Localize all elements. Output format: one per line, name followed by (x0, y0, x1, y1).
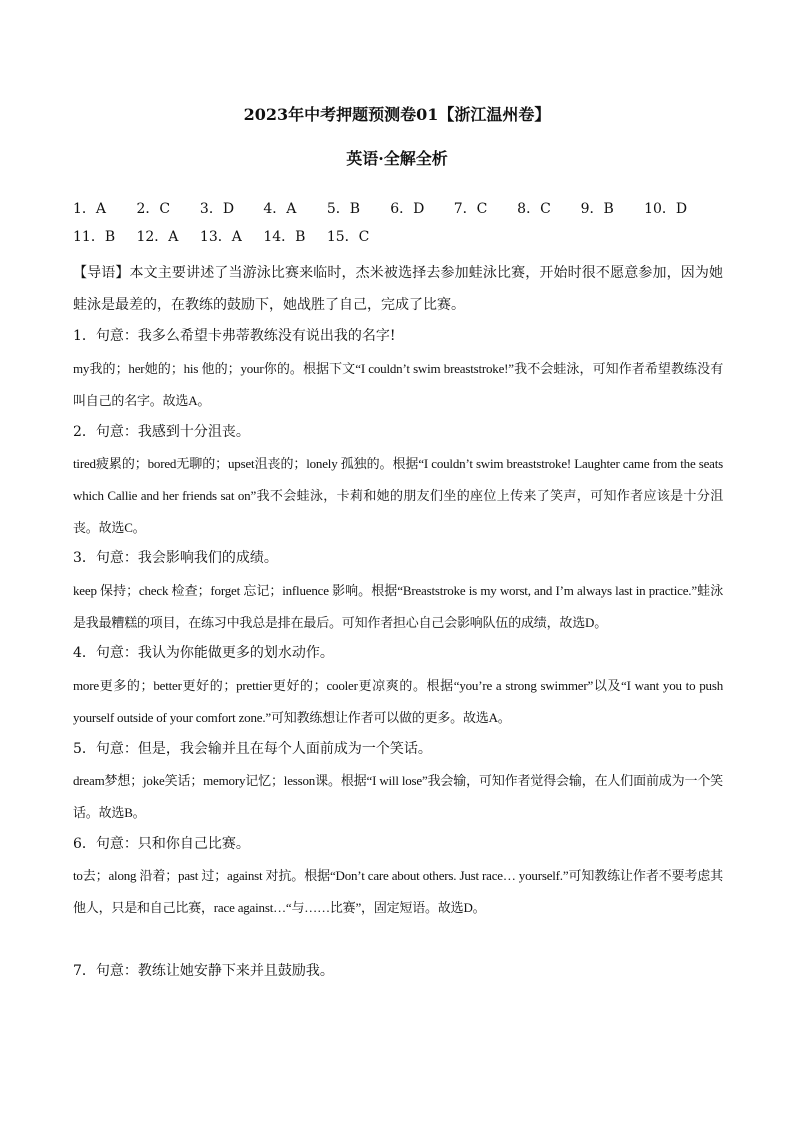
answer-item: 5．B (326, 201, 361, 217)
intro-paragraph: 【导语】本文主要讲述了当游泳比赛来临时，杰米被选择去参加蛙泳比赛，开始时很不愿意参加，因为她蛙泳是最差的，在教练的鼓励下，她战胜了自己，完成了比赛。 (73, 265, 723, 313)
blank-line (73, 924, 723, 956)
question-explanation: keep 保持；check 检查；forget 忘记；influence 影响。根据“Breaststroke is my worst, and I’m always last in practice.”蛙泳是我最糟糕的项目，在练习中我总是排在最后。可知作者担心自己会影响队伍的成绩，故选D。 (73, 583, 723, 630)
question-heading: 2．句意：我感到十分沮丧。 (73, 423, 250, 440)
explanation-body (73, 258, 723, 987)
answer-item: 15．C (326, 229, 370, 245)
question-heading: 7．句意：教练让她安静下来并且鼓励我。 (73, 962, 334, 979)
answer-item: 3．D (199, 201, 235, 217)
answer-item: 13．A (199, 229, 242, 245)
answer-item: 4．A (263, 201, 297, 217)
answer-item: 12．A (136, 229, 179, 245)
question-heading: 5．句意：但是，我会输并且在每个人面前成为一个笑话。 (73, 740, 432, 757)
answer-item: 9．B (580, 201, 614, 217)
answer-item: 11．B (73, 229, 116, 245)
question-heading: 1．句意：我多么希望卡弗蒂教练没有说出我的名字! (73, 328, 396, 345)
question-explanation: my我的；her她的；his 他的；your你的。根据下文“I couldn’t swim breaststroke!”我不会蛙泳，可知作者希望教练没有叫自己的名字。故选A。 (73, 361, 723, 408)
page-subtitle: 英语·全解全析 (346, 149, 448, 168)
answer-item: 10．D (644, 201, 688, 217)
question-explanation: to去；along 沿着；past 过；against 对抗。根据“Don’t care about others. Just race… yourself.”可知教练让作者不要考虑其他人，只是和自己比赛，race against…“与……比赛”，固定短语。故选D。 (73, 868, 723, 916)
answer-key (73, 195, 733, 251)
answer-item: 8．C (517, 201, 551, 217)
question-heading: 3．句意：我会影响我们的成绩。 (73, 550, 278, 567)
question-heading: 4．句意：我认为你能做更多的划水动作。 (73, 645, 334, 662)
question-heading: 6．句意：只和你自己比赛。 (73, 835, 250, 852)
answer-item: 1．A (73, 201, 107, 217)
page-title: 2023年中考押题预测卷01【浙江温州卷】 (243, 105, 551, 124)
question-explanation: dream梦想；joke笑话；memory记忆；lesson课。根据“I will lose”我会输，可知作者觉得会输，在人们面前成为一个笑话。故选B。 (73, 773, 723, 820)
answer-item: 14．B (263, 229, 306, 245)
answer-item: 6．D (390, 201, 425, 217)
answer-item: 7．C (453, 201, 488, 217)
answer-item: 2．C (136, 201, 171, 217)
question-explanation: tired疲累的；bored无聊的；upset沮丧的；lonely 孤独的。根据“I couldn’t swim breaststroke! Laughter came from the seats which Callie and her friends sat on”我不会蛙泳，卡莉和她的朋友们坐的座位上传来了笑声，可知作者应该是十分沮丧。故选C。 (73, 456, 723, 535)
question-explanation: more更多的；better更好的；prettier更好的；cooler更凉爽的。根据“you’re a strong swimmer”以及“I want you to push yourself outside of your comfort zone.”可知教练想让作者可以做的更多。故选A。 (73, 678, 723, 725)
